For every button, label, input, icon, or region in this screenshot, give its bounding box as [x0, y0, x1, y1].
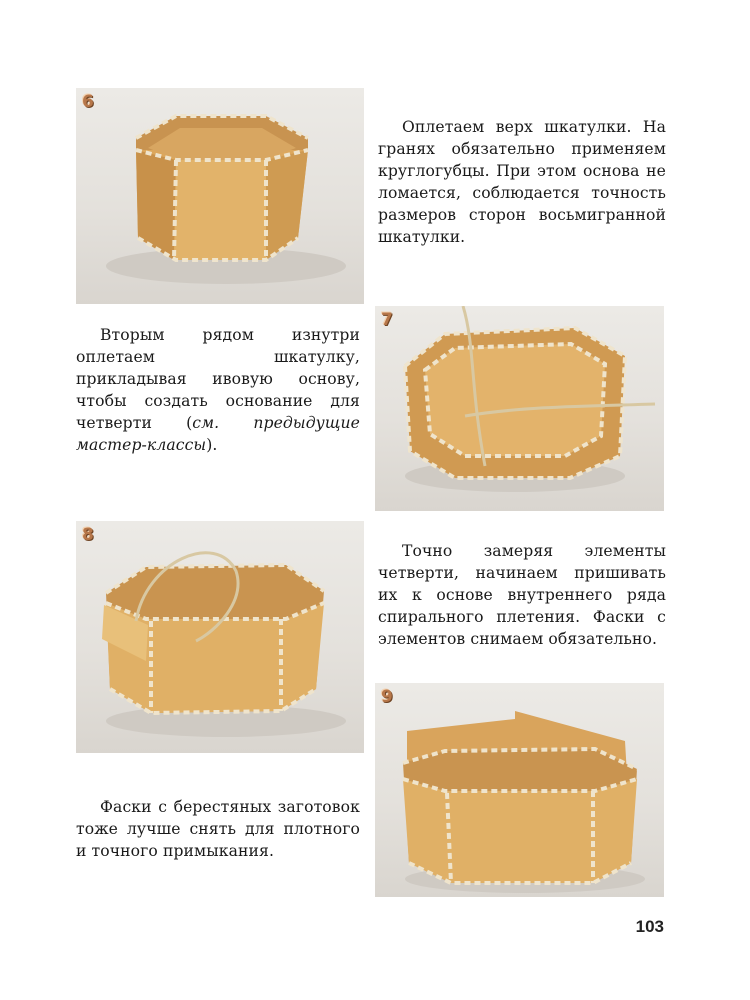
basket-illustration — [76, 88, 364, 304]
step-number: 6 — [82, 92, 94, 112]
photo-step-8 — [76, 521, 364, 753]
step-7-paragraph: Вторым рядом изнутри оплетаем шкатулку, прикладывая ивовую основу, чтобы создать основание для четверти ( — [76, 326, 360, 432]
basket-illustration — [375, 683, 664, 897]
step-number: 9 — [381, 687, 393, 707]
step-9-paragraph: Фаски с берестяных заготовок тоже лучше снять для плотного и точного примыкания. — [76, 798, 360, 860]
step-number: 8 — [82, 525, 94, 545]
photo-step-9 — [375, 683, 664, 897]
step-6-text — [378, 116, 666, 248]
photo-step-6 — [76, 88, 364, 304]
basket-illustration — [76, 521, 364, 753]
step-number: 7 — [381, 310, 393, 330]
page-number: 103 — [635, 917, 664, 936]
step-9-text — [76, 796, 360, 862]
step-7-italic-reference: см. предыдущие мастер-классы — [76, 414, 360, 454]
step-7-paragraph-end: ). — [206, 436, 218, 454]
step-8-paragraph: Точно замеряя элементы четверти, начинаем пришивать их к основе внутреннего ряда спирального плетения. Фаски с элементов снимаем обязательно. — [378, 542, 666, 648]
step-8-text — [378, 540, 666, 650]
step-7-text — [76, 324, 360, 456]
basket-illustration — [375, 306, 664, 511]
step-6-paragraph: Оплетаем верх шкатулки. На гранях обязательно применяем круглогубцы. При этом основа не ломается, соблюдается точность размеров сторон восьмигранной шкатулки. — [378, 118, 666, 246]
photo-step-7 — [375, 306, 664, 511]
